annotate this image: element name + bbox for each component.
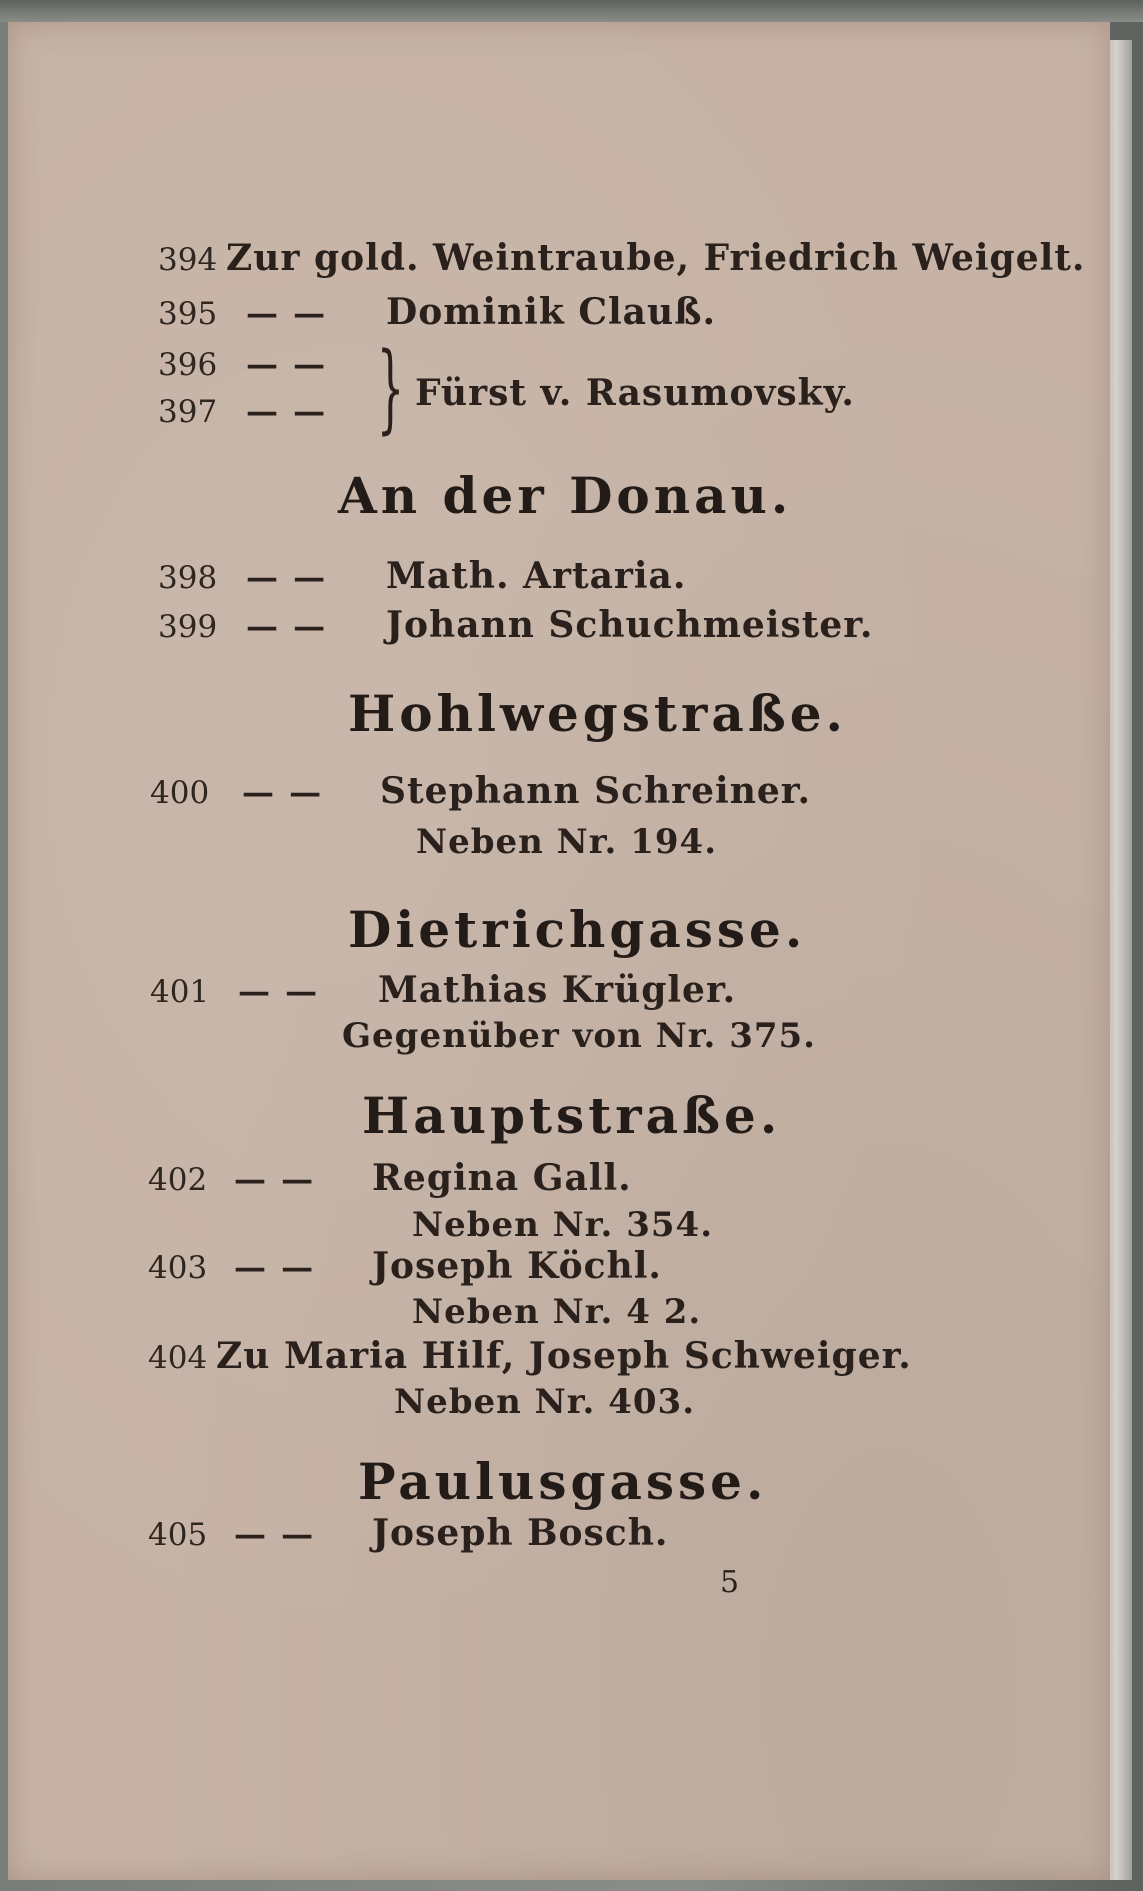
entry-dash: — — (234, 1248, 316, 1286)
entry-number: 403 (148, 1250, 208, 1286)
entry-note: Neben Nr. 4 2. (412, 1292, 702, 1332)
entry-name: Joseph Bosch. (372, 1512, 669, 1554)
entry-note: Gegenüber von Nr. 375. (342, 1016, 817, 1056)
entry-number: 402 (148, 1162, 208, 1198)
entry-name: Stephann Schreiner. (380, 770, 811, 812)
entry-note: Neben Nr. 194. (416, 822, 718, 862)
entry-note: Neben Nr. 354. (412, 1205, 714, 1245)
entry-number: 400 (150, 775, 210, 811)
entry-dash: — — (234, 1160, 316, 1198)
section-heading: Hauptstraße. (362, 1086, 782, 1145)
entry-dash: — — (246, 392, 328, 430)
section-heading: Dietrichgasse. (348, 900, 807, 959)
entry-name: Mathias Krügler. (378, 969, 737, 1011)
entry-dash: — — (242, 773, 324, 811)
entry-name: Zu Maria Hilf, Joseph Schweiger. (216, 1335, 912, 1377)
grouping-brace: } (376, 332, 405, 444)
entry-number: 401 (150, 974, 210, 1010)
entry-dash: — — (246, 294, 328, 332)
document-page (8, 22, 1110, 1880)
entry-name: Regina Gall. (372, 1157, 632, 1199)
entry-number: 397 (158, 394, 218, 430)
entry-number: 394 (158, 242, 218, 278)
entry-number: 395 (158, 296, 218, 332)
section-heading: An der Donau. (338, 466, 793, 525)
entry-note: Neben Nr. 403. (394, 1382, 696, 1422)
entry-name: Zur gold. Weintraube, Friedrich Weigelt. (226, 237, 1086, 279)
entry-name: Johann Schuchmeister. (386, 604, 874, 646)
entry-dash: — — (234, 1515, 316, 1553)
entry-number: 404 (148, 1340, 208, 1376)
entry-name: Joseph Köchl. (372, 1245, 662, 1287)
entry-name: Math. Artaria. (386, 555, 687, 597)
entry-name: Dominik Clauß. (386, 291, 717, 333)
entry-dash: — — (246, 607, 328, 645)
section-heading: Hohlwegstraße. (348, 684, 847, 743)
top-strip (0, 0, 1143, 22)
entry-number: 396 (158, 347, 218, 383)
entry-number: 398 (158, 560, 218, 596)
entry-name: Fürst v. Rasumovsky. (415, 372, 855, 414)
entry-number: 399 (158, 609, 218, 645)
entry-dash: — — (238, 972, 320, 1010)
entry-number: 405 (148, 1517, 208, 1553)
entry-dash: — — (246, 558, 328, 596)
page-number: 5 (720, 1565, 740, 1600)
section-heading: Paulusgasse. (358, 1452, 768, 1511)
entry-dash: — — (246, 345, 328, 383)
